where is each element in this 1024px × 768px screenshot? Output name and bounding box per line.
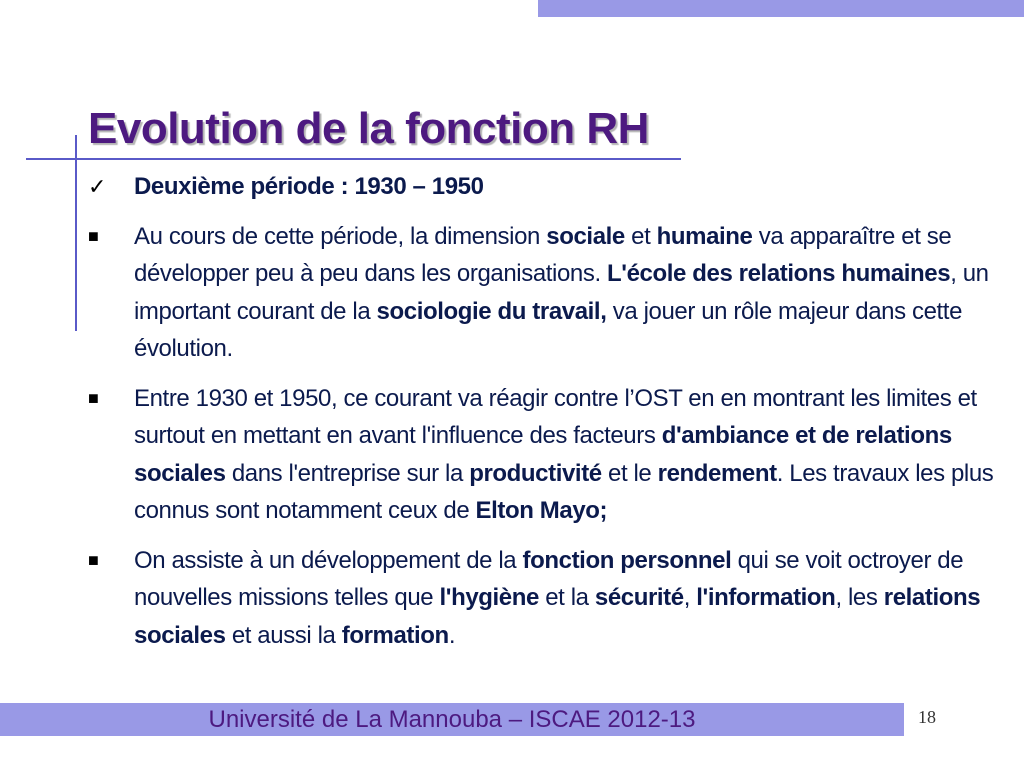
bullet-text bbox=[134, 173, 484, 200]
bold-text-segment: sociale bbox=[546, 222, 625, 250]
text-segment: Au cours de cette période, la dimension bbox=[134, 222, 547, 250]
slide-title: Evolution de la fonction RH bbox=[88, 104, 649, 153]
bold-text-segment: humaine bbox=[656, 222, 753, 250]
bullet-item bbox=[88, 542, 1014, 655]
text-segment: et le bbox=[601, 459, 658, 487]
text-segment: va jouer un rôle majeur dans cette évolution. bbox=[134, 297, 963, 362]
bullet-item bbox=[88, 168, 1014, 206]
bullet-text bbox=[134, 223, 989, 363]
text-segment: et aussi la bbox=[225, 621, 342, 649]
text-segment: . Les travaux les plus connus sont notamment ceux de bbox=[134, 459, 994, 524]
square-bullet-icon: ■ bbox=[88, 387, 99, 408]
bold-text-segment: l'hygiène bbox=[439, 584, 539, 611]
page-number: 18 bbox=[918, 707, 936, 727]
text-segment: On assiste à un développement de la bbox=[134, 546, 523, 574]
text-segment: , les bbox=[835, 584, 884, 611]
footer-bar bbox=[0, 703, 904, 736]
square-bullet-icon: ■ bbox=[88, 225, 99, 246]
bold-text-segment: l'information bbox=[696, 584, 836, 611]
bold-text-segment: sécurité bbox=[594, 584, 684, 611]
bullet-text bbox=[134, 547, 980, 649]
bullet-text bbox=[134, 385, 993, 525]
bold-text-segment: productivité bbox=[469, 459, 602, 487]
bold-text-segment: Deuxième période : 1930 – 1950 bbox=[134, 173, 484, 200]
top-accent-bar bbox=[538, 0, 1024, 17]
bold-text-segment: fonction personnel bbox=[522, 546, 732, 574]
bold-text-segment: relations sociales bbox=[134, 584, 981, 649]
text-segment: et la bbox=[538, 584, 595, 611]
vertical-divider bbox=[75, 135, 77, 331]
bold-text-segment: formation bbox=[341, 621, 449, 649]
bullet-item bbox=[88, 380, 1014, 530]
bold-text-segment: rendement bbox=[657, 459, 777, 487]
checkmark-icon: ✓ bbox=[88, 174, 107, 199]
bold-text-segment: sociologie du travail, bbox=[376, 297, 607, 325]
bold-text-segment: d'ambiance et de relations sociales bbox=[134, 422, 952, 487]
bullet-list bbox=[88, 168, 1014, 666]
text-segment: va apparaître et se développer peu à peu dans les organisations. bbox=[134, 222, 952, 287]
text-segment: et bbox=[624, 222, 657, 250]
text-segment: dans l'entreprise sur la bbox=[225, 459, 470, 487]
text-segment: , un important courant de la bbox=[134, 260, 989, 325]
footer-text: Université de La Mannouba – ISCAE 2012-13 bbox=[208, 706, 696, 733]
text-segment: , bbox=[683, 584, 697, 611]
title-underline bbox=[26, 158, 681, 160]
text-segment: Entre 1930 et 1950, ce courant va réagir contre l’OST en en montrant les limites et surtout en mettant en avant l'influence des facteurs bbox=[134, 384, 977, 449]
bold-text-segment: L'école des relations humaines bbox=[607, 260, 951, 287]
text-segment: qui se voit octroyer de nouvelles missions telles que bbox=[134, 546, 964, 611]
text-segment: . bbox=[448, 621, 456, 649]
square-bullet-icon: ■ bbox=[88, 549, 99, 570]
bold-text-segment: Elton Mayo; bbox=[475, 497, 608, 524]
bullet-item bbox=[88, 218, 1014, 368]
